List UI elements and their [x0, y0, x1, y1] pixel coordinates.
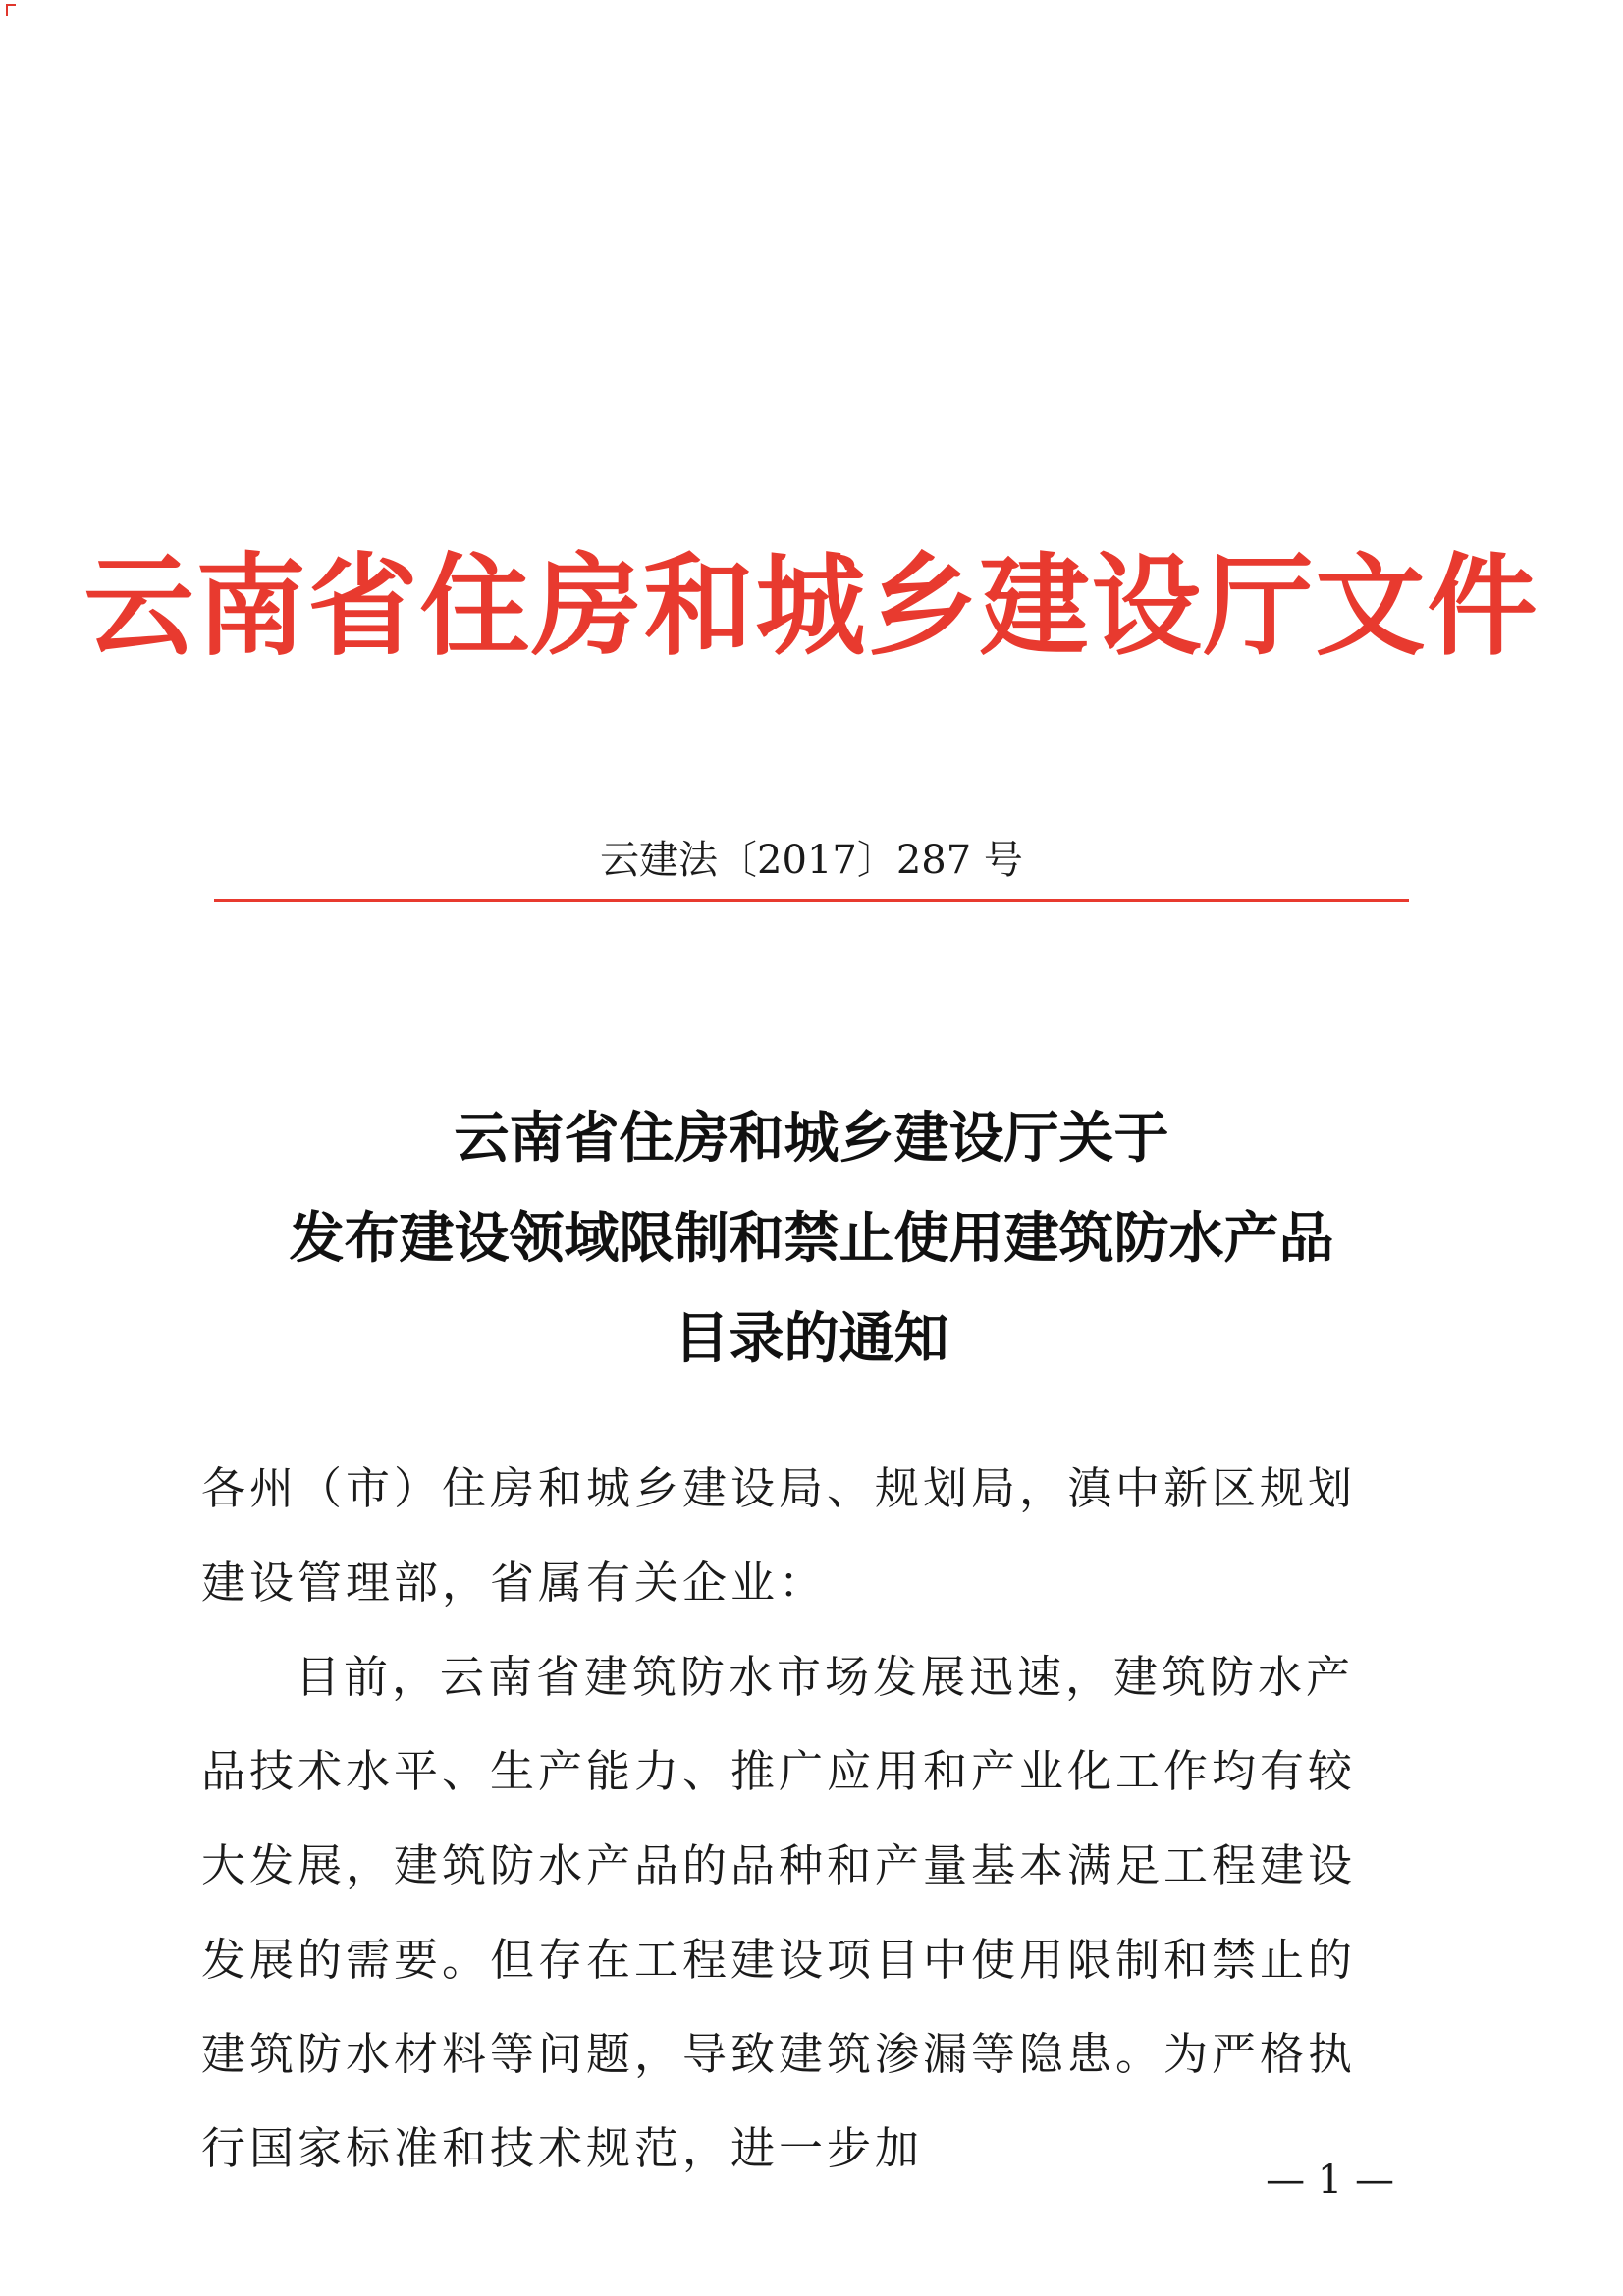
notice-title-line-1: 云南省住房和城乡建设厅关于 — [454, 1106, 1169, 1171]
notice-title — [0, 1088, 1623, 1389]
red-separator-line — [214, 899, 1409, 902]
corner-crop-mark — [6, 4, 16, 16]
body-paragraph-1: 目前，云南省建筑防水市场发展迅速，建筑防水产品技术水平、生产能力、推广应用和产业化工作均有较大发展，建筑防水产品的品种和产量基本满足工程建设发展的需要。但存在工程建设项目中使用限制和禁止的建筑防水材料等问题，导致建筑渗漏等隐患。为严格执行国家标准和技术规范，进一步加 — [201, 1651, 1357, 2174]
issuing-authority-header: 云南省住房和城乡建设厅文件 — [83, 542, 1540, 671]
notice-title-line-2: 发布建设领域限制和禁止使用建筑防水产品 — [289, 1206, 1334, 1271]
document-number: 云建法〔2017〕287 号 — [600, 838, 1023, 883]
page-number: — 1 — — [1266, 2158, 1394, 2203]
notice-title-line-3: 目录的通知 — [674, 1306, 949, 1371]
recipients-paragraph: 各州（市）住房和城乡建设局、规划局，滇中新区规划建设管理部，省属有关企业： — [201, 1462, 1357, 1609]
notice-body — [201, 1442, 1389, 2196]
